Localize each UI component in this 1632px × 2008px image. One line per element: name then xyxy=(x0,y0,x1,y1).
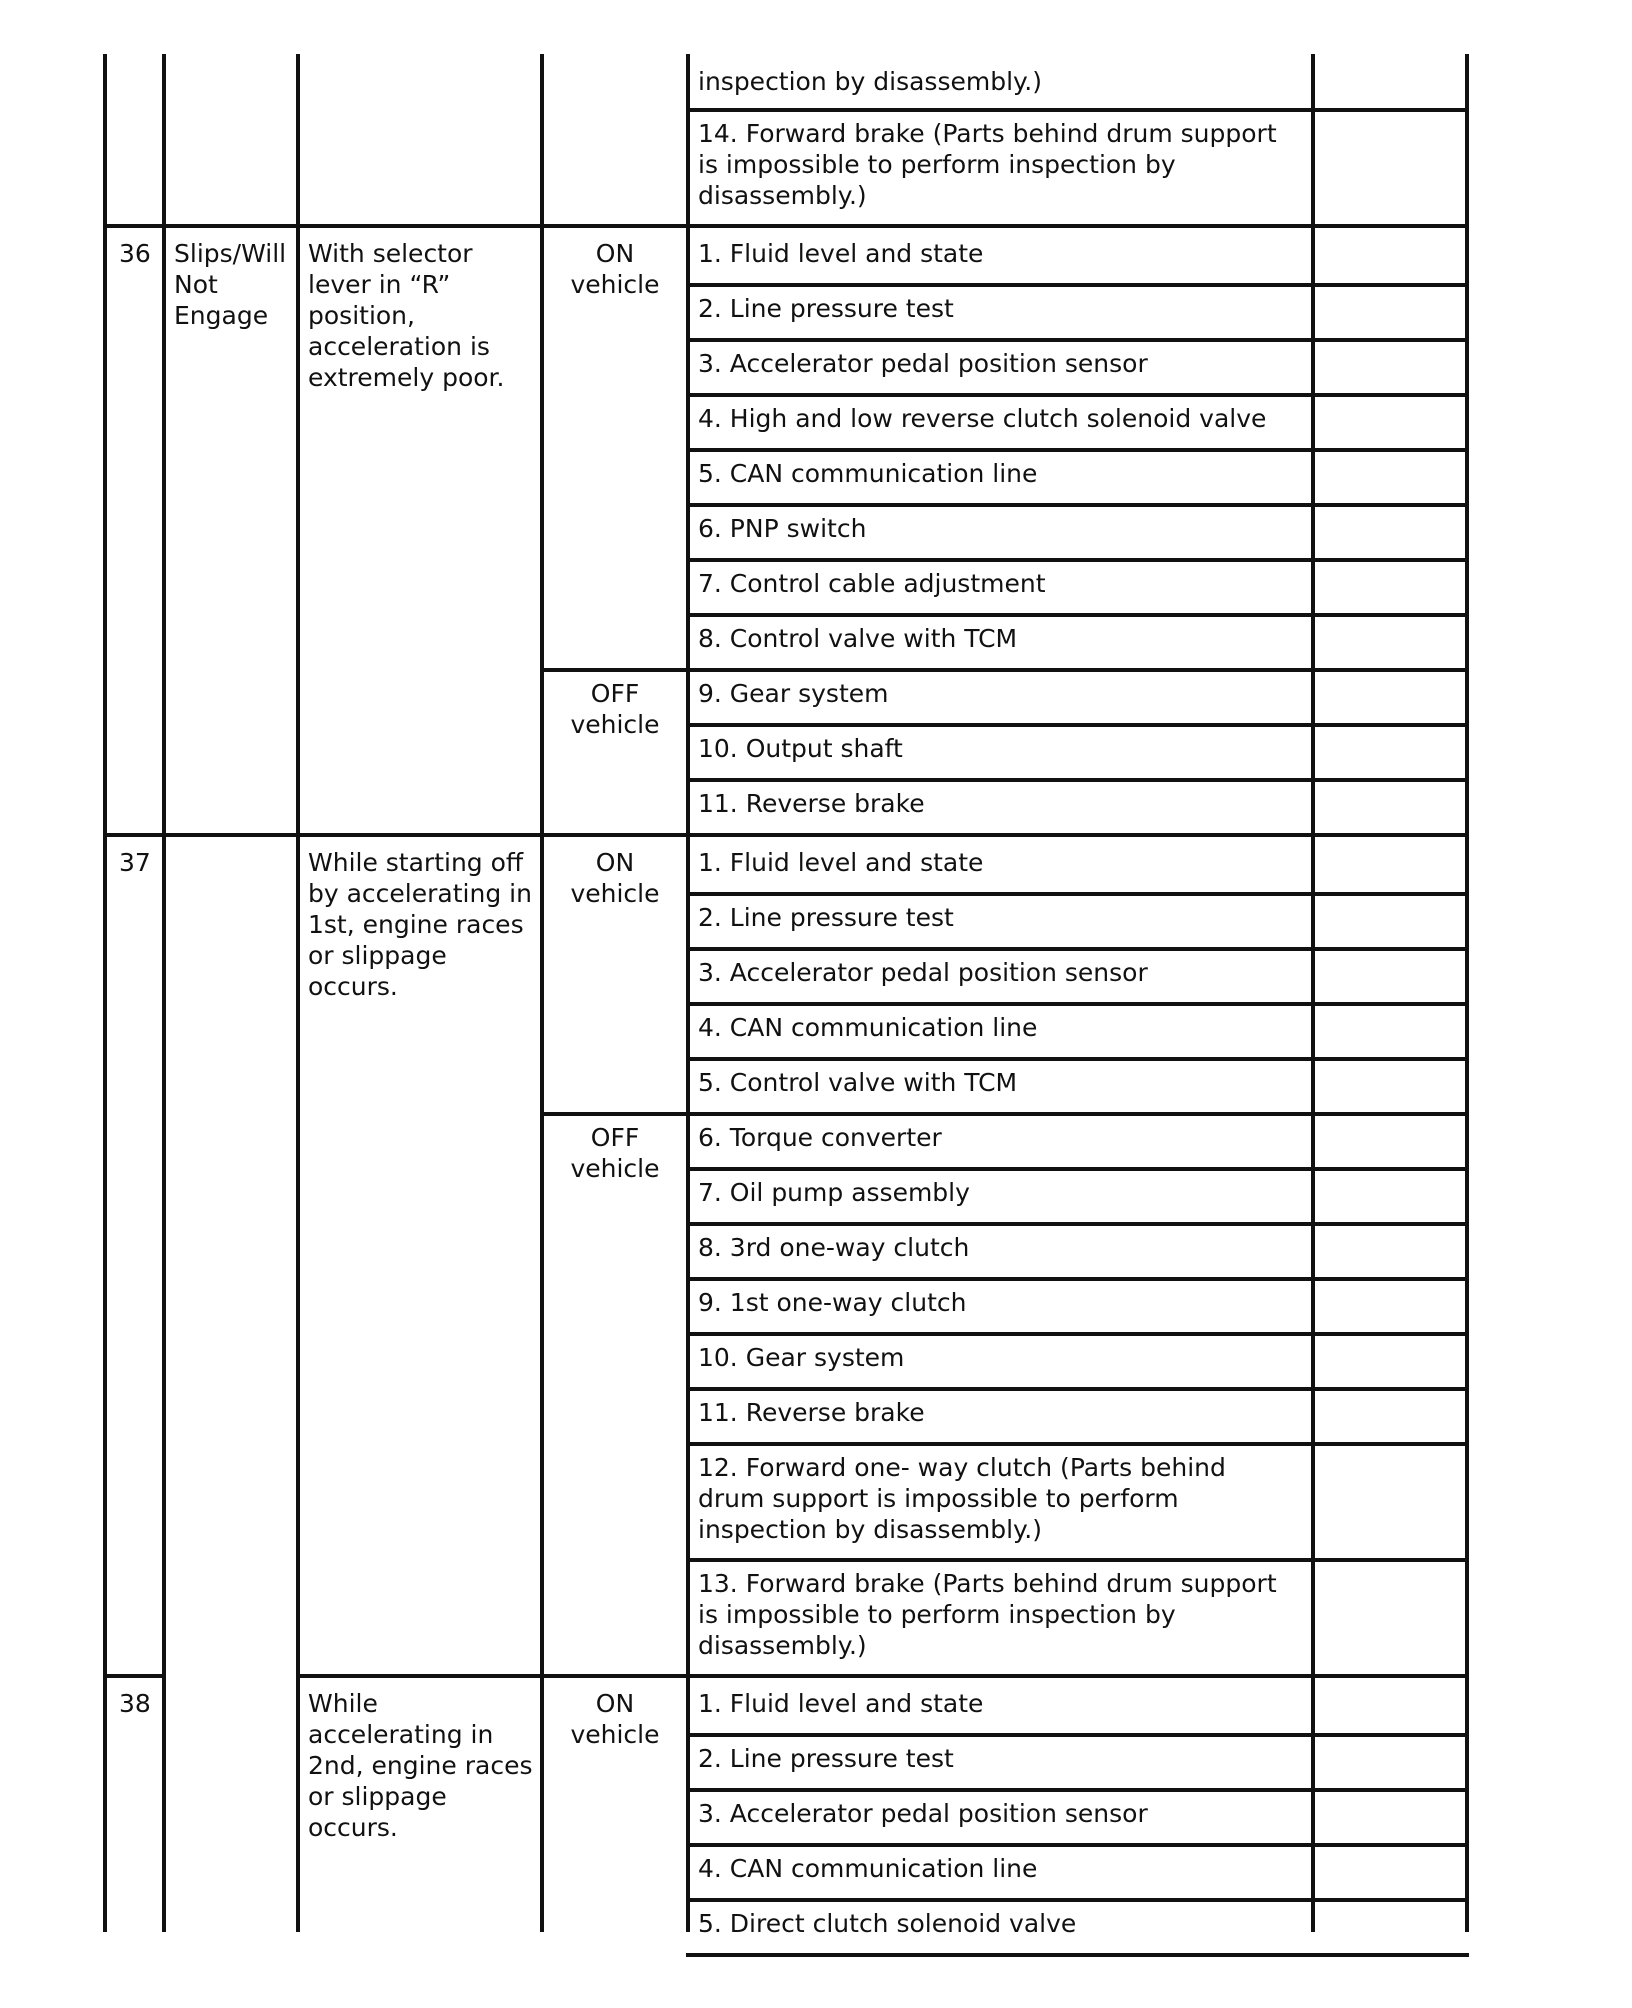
item-row-border xyxy=(686,1002,1469,1006)
symptom-condition: lever in “R” xyxy=(308,270,451,299)
inspection-item: 6. PNP switch xyxy=(698,514,867,543)
column-border-3 xyxy=(540,54,544,1932)
symptom-condition: acceleration is xyxy=(308,332,490,361)
inspection-item: 9. Gear system xyxy=(698,679,889,708)
inspection-item: 3. Accelerator pedal position sensor xyxy=(698,1799,1148,1828)
column-border-6 xyxy=(1465,54,1469,1932)
symptom-number: 37 xyxy=(119,848,151,877)
symptom-name: Slips/Will xyxy=(174,239,287,268)
item-row-border xyxy=(686,1898,1469,1902)
item-row-border xyxy=(686,503,1469,507)
column-border-5 xyxy=(1311,54,1315,1932)
inspection-item: 10. Gear system xyxy=(698,1343,905,1372)
inspection-item: 6. Torque converter xyxy=(698,1123,942,1152)
inspection-item: 4. High and low reverse clutch solenoid valve xyxy=(698,404,1267,433)
symptom-name: Engage xyxy=(174,301,269,330)
symptom-condition: While starting off xyxy=(308,848,524,877)
inspection-location: ON xyxy=(595,239,635,268)
column-border-4 xyxy=(686,54,690,1932)
symptom-condition: accelerating in xyxy=(308,1720,494,1749)
inspection-item: 7. Control cable adjustment xyxy=(698,569,1046,598)
item-row-border xyxy=(686,892,1469,896)
inspection-item: is impossible to perform inspection by xyxy=(698,1600,1176,1629)
item-row-border xyxy=(686,1387,1469,1391)
item-row-border xyxy=(686,1057,1469,1061)
column-border-0 xyxy=(103,54,107,1932)
symptom-condition: While xyxy=(308,1689,378,1718)
item-row-border xyxy=(686,1222,1469,1226)
inspection-item: 1. Fluid level and state xyxy=(698,1689,984,1718)
inspection-item: 2. Line pressure test xyxy=(698,294,954,323)
item-row-border xyxy=(686,1442,1469,1446)
inspection-location: ON xyxy=(595,848,635,877)
inspection-location: OFF xyxy=(590,1123,640,1152)
group-row-border xyxy=(103,833,1469,837)
column-border-1 xyxy=(162,54,166,1932)
item-row-border xyxy=(686,393,1469,397)
inspection-item: 5. Control valve with TCM xyxy=(698,1068,1018,1097)
item-row-border xyxy=(686,338,1469,342)
inspection-item: 4. CAN communication line xyxy=(698,1013,1038,1042)
inspection-item: disassembly.) xyxy=(698,181,867,210)
symptom-condition: occurs. xyxy=(308,1813,398,1842)
group-row-border xyxy=(296,1674,1469,1678)
item-row-border xyxy=(686,448,1469,452)
item-row-border xyxy=(686,1558,1469,1562)
symptom-condition: by accelerating in xyxy=(308,879,532,908)
item-row-border xyxy=(686,1332,1469,1336)
inspection-item: 5. CAN communication line xyxy=(698,459,1038,488)
item-row-border xyxy=(686,778,1469,782)
inspection-item: 1. Fluid level and state xyxy=(698,848,984,877)
inspection-item: 10. Output shaft xyxy=(698,734,903,763)
item-row-border xyxy=(686,723,1469,727)
inspection-location: vehicle xyxy=(570,270,660,299)
inspection-item: 1. Fluid level and state xyxy=(698,239,984,268)
symptom-condition: or slippage xyxy=(308,1782,447,1811)
item-row-border xyxy=(686,1167,1469,1171)
inspection-item: 12. Forward one- way clutch (Parts behind xyxy=(698,1453,1226,1482)
item-row-border xyxy=(686,1733,1469,1737)
inspection-item: 3. Accelerator pedal position sensor xyxy=(698,958,1148,987)
symptom-condition: 2nd, engine races xyxy=(308,1751,533,1780)
inspection-item: 7. Oil pump assembly xyxy=(698,1178,970,1207)
inspection-item: inspection by disassembly.) xyxy=(698,1515,1042,1544)
inspection-item: 9. 1st one-way clutch xyxy=(698,1288,967,1317)
group-row-border xyxy=(103,1674,165,1678)
inspection-item: 11. Reverse brake xyxy=(698,1398,925,1427)
symptom-number: 36 xyxy=(119,239,151,268)
group-row-border xyxy=(103,224,1469,228)
item-row-border xyxy=(686,558,1469,562)
symptom-condition: 1st, engine races xyxy=(308,910,524,939)
item-row-border xyxy=(686,947,1469,951)
inspection-item: 4. CAN communication line xyxy=(698,1854,1038,1883)
symptom-name: Not xyxy=(174,270,218,299)
inspection-item: is impossible to perform inspection by xyxy=(698,150,1176,179)
inspection-location: vehicle xyxy=(570,710,660,739)
item-row-border xyxy=(686,613,1469,617)
inspection-item: 5. Direct clutch solenoid valve xyxy=(698,1909,1077,1938)
symptom-condition: extremely poor. xyxy=(308,363,505,392)
item-row-border xyxy=(686,1277,1469,1281)
inspection-item: 11. Reverse brake xyxy=(698,789,925,818)
inspection-item: 2. Line pressure test xyxy=(698,903,954,932)
item-row-border xyxy=(686,283,1469,287)
item-row-border xyxy=(686,108,1469,112)
inspection-item: 8. 3rd one-way clutch xyxy=(698,1233,970,1262)
inspection-item: disassembly.) xyxy=(698,1631,867,1660)
inspection-item: 2. Line pressure test xyxy=(698,1744,954,1773)
symptom-condition: or slippage xyxy=(308,941,447,970)
inspection-location: OFF xyxy=(590,679,640,708)
symptom-number: 38 xyxy=(119,1689,151,1718)
inspection-item: 13. Forward brake (Parts behind drum support xyxy=(698,1569,1277,1598)
symptom-condition: occurs. xyxy=(308,972,398,1001)
inspection-item: 14. Forward brake (Parts behind drum support xyxy=(698,119,1277,148)
symptom-condition: With selector xyxy=(308,239,473,268)
inspection-item: 3. Accelerator pedal position sensor xyxy=(698,349,1148,378)
item-row-border xyxy=(686,1953,1469,1957)
section-row-border xyxy=(540,668,1469,672)
section-row-border xyxy=(540,1112,1469,1116)
inspection-item: inspection by disassembly.) xyxy=(698,67,1042,96)
inspection-location: vehicle xyxy=(570,1720,660,1749)
inspection-location: vehicle xyxy=(570,879,660,908)
inspection-location: vehicle xyxy=(570,1154,660,1183)
item-row-border xyxy=(686,1788,1469,1792)
column-border-2 xyxy=(296,54,300,1932)
item-row-border xyxy=(686,1843,1469,1847)
inspection-item: drum support is impossible to perform xyxy=(698,1484,1179,1513)
inspection-location: ON xyxy=(595,1689,635,1718)
symptom-condition: position, xyxy=(308,301,415,330)
inspection-item: 8. Control valve with TCM xyxy=(698,624,1018,653)
